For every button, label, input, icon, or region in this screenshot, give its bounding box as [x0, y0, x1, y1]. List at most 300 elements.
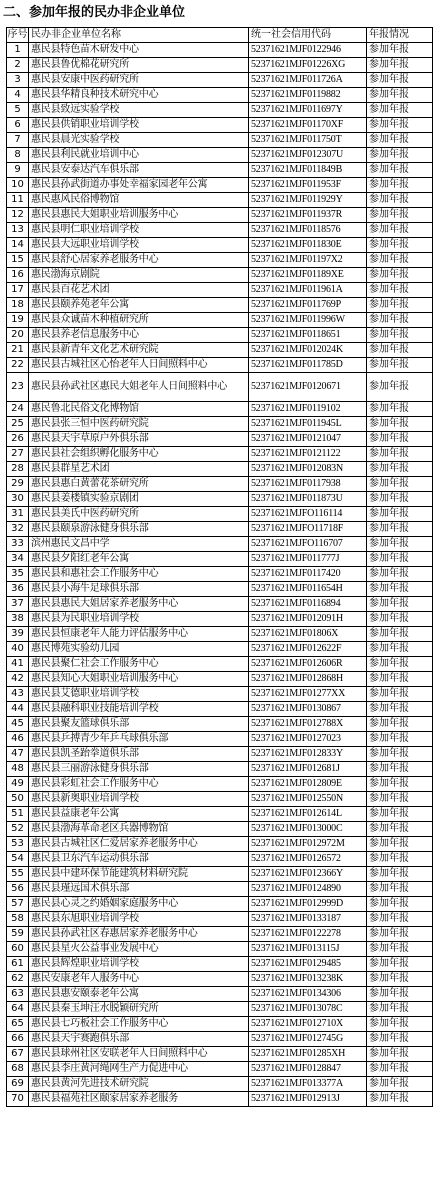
unit-name: 惠民县供销职业培训学校: [29, 118, 249, 133]
unit-name: 惠民县孙武社区春惠居家养老服务中心: [29, 927, 249, 942]
unit-name: 惠民渤海京剧院: [29, 268, 249, 283]
row-number: 57: [7, 897, 29, 912]
credit-code: 52371621MJF0130867: [249, 702, 367, 717]
table-row: [7, 268, 433, 283]
credit-code: 52371621MJF011785D: [249, 358, 367, 373]
credit-code: 52371621MJF01226XG: [249, 58, 367, 73]
table-row: [7, 1077, 433, 1092]
unit-name: 惠民县惠白黄蕾花茶研究所: [29, 477, 249, 492]
unit-name: 惠民县瑾远国术俱乐部: [29, 882, 249, 897]
credit-code: 52371621MJF01277XX: [249, 687, 367, 702]
row-number: 36: [7, 582, 29, 597]
credit-code: 52371621MJF0122278: [249, 927, 367, 942]
report-status: 参加年报: [367, 1092, 433, 1107]
credit-code: 52371621MJF012710X: [249, 1017, 367, 1032]
unit-name: 惠民县孙武社区惠民大姐老年人日间照料中心: [29, 373, 249, 402]
report-status: 参加年报: [367, 732, 433, 747]
credit-code: 52371621MJF011996W: [249, 313, 367, 328]
report-status: 参加年报: [367, 702, 433, 717]
unit-name: 惠民县颐泉游泳健身俱乐部: [29, 522, 249, 537]
unit-name: 惠民县彩虹社会工作服务中心: [29, 777, 249, 792]
credit-code: 52371621MJFO116114: [249, 507, 367, 522]
table-row: [7, 298, 433, 313]
unit-name: 惠民县恒康老年人能力评估服务中心: [29, 627, 249, 642]
row-number: 35: [7, 567, 29, 582]
credit-code: 52371621MJFO11718F: [249, 522, 367, 537]
row-number: 15: [7, 253, 29, 268]
credit-code: 52371621MJF011769P: [249, 298, 367, 313]
report-status: 参加年报: [367, 462, 433, 477]
unit-name: 惠民县星火公益事业发展中心: [29, 942, 249, 957]
unit-name: 惠民县夕阳红老年公寓: [29, 552, 249, 567]
report-status: 参加年报: [367, 612, 433, 627]
credit-code: 52371621MJF013000C: [249, 822, 367, 837]
credit-code: 52371621MJF0124890: [249, 882, 367, 897]
credit-code: 52371621MJF012868H: [249, 672, 367, 687]
unit-name: 惠民惠风民俗博物馆: [29, 193, 249, 208]
report-status: 参加年报: [367, 417, 433, 432]
unit-name: 惠民县群星艺术团: [29, 462, 249, 477]
report-status: 参加年报: [367, 567, 433, 582]
credit-code: 52371621MJF012091H: [249, 612, 367, 627]
credit-code: 52371621MJF011830E: [249, 238, 367, 253]
table-row: [7, 942, 433, 957]
credit-code: 52371621MJF0129485: [249, 957, 367, 972]
report-status: 参加年报: [367, 957, 433, 972]
row-number: 50: [7, 792, 29, 807]
report-status: 参加年报: [367, 73, 433, 88]
table-row: [7, 193, 433, 208]
table-row: [7, 657, 433, 672]
unit-name: 惠民县张三恒中医药研究院: [29, 417, 249, 432]
report-status: 参加年报: [367, 657, 433, 672]
report-status: 参加年报: [367, 343, 433, 358]
credit-code: 52371621MJF012550N: [249, 792, 367, 807]
report-status: 参加年报: [367, 313, 433, 328]
unit-name: 惠民县社会组织孵化服务中心: [29, 447, 249, 462]
table-row: [7, 522, 433, 537]
unit-name: 惠民县惠民大姐居家养老服务中心: [29, 597, 249, 612]
header-unit-name: 民办非企业单位名称: [29, 28, 249, 43]
row-number: 63: [7, 987, 29, 1002]
unit-name: 惠民县惠安颐泰老年公寓: [29, 987, 249, 1002]
row-number: 43: [7, 687, 29, 702]
credit-code: 52371621MJF012745G: [249, 1032, 367, 1047]
table-row: [7, 957, 433, 972]
unit-name: 惠民县惠民大姐职业培训服务中心: [29, 208, 249, 223]
row-number: 3: [7, 73, 29, 88]
table-row: [7, 867, 433, 882]
report-status: 参加年报: [367, 882, 433, 897]
row-number: 69: [7, 1077, 29, 1092]
credit-code: 52371621MJF0134306: [249, 987, 367, 1002]
unit-name: 惠民县晨光实验学校: [29, 133, 249, 148]
report-status: 参加年报: [367, 1017, 433, 1032]
unit-name: 惠民县致远实验学校: [29, 103, 249, 118]
unit-name: 惠民县古城社区仁爱居家养老服务中心: [29, 837, 249, 852]
table-row: [7, 1032, 433, 1047]
report-status: 参加年报: [367, 927, 433, 942]
credit-code: 52371621MJF011937R: [249, 208, 367, 223]
report-status: 参加年报: [367, 807, 433, 822]
report-status: 参加年报: [367, 103, 433, 118]
unit-name: 惠民县益康老年公寓: [29, 807, 249, 822]
credit-code: 52371621MJF0126572: [249, 852, 367, 867]
unit-name: 惠民县卫东汽车运动俱乐部: [29, 852, 249, 867]
unit-name: 惠民县知心大姐职业培训服务中心: [29, 672, 249, 687]
table-row: [7, 792, 433, 807]
report-status: 参加年报: [367, 867, 433, 882]
unit-name: 惠民县秦玉坤汪水脱颖研究所: [29, 1002, 249, 1017]
credit-code: 52371621MJF0121047: [249, 432, 367, 447]
table-row: [7, 1002, 433, 1017]
row-number: 10: [7, 178, 29, 193]
report-status: 参加年报: [367, 582, 433, 597]
table-row: [7, 238, 433, 253]
table-row: [7, 987, 433, 1002]
row-number: 7: [7, 133, 29, 148]
table-row: [7, 58, 433, 73]
unit-name: 惠民鲁北民俗文化博物馆: [29, 402, 249, 417]
credit-code: 52371621MJF0133187: [249, 912, 367, 927]
unit-name: 惠民县球州社区安联老年人日间照料中心: [29, 1047, 249, 1062]
table-row: [7, 373, 433, 402]
table-row: [7, 642, 433, 657]
table-row: [7, 777, 433, 792]
credit-code: 52371621MJF011945L: [249, 417, 367, 432]
unit-name: 惠民县颐养苑老年公寓: [29, 298, 249, 313]
credit-code: 52371621MJF013078C: [249, 1002, 367, 1017]
row-number: 51: [7, 807, 29, 822]
unit-name: 惠民县渤海革命老区兵器博物馆: [29, 822, 249, 837]
row-number: 2: [7, 58, 29, 73]
credit-code: 52371621MJFO116707: [249, 537, 367, 552]
row-number: 65: [7, 1017, 29, 1032]
report-status: 参加年报: [367, 747, 433, 762]
row-number: 5: [7, 103, 29, 118]
table-row: [7, 702, 433, 717]
report-status: 参加年报: [367, 597, 433, 612]
report-status: 参加年报: [367, 208, 433, 223]
table-row: [7, 43, 433, 58]
credit-code: 52371621MJF0119882: [249, 88, 367, 103]
unit-name: 惠民县众诚苗木种植研究所: [29, 313, 249, 328]
unit-name: 惠民县天宇草原户外俱乐部: [29, 432, 249, 447]
row-number: 40: [7, 642, 29, 657]
unit-name: 惠民安康老年人服务中心: [29, 972, 249, 987]
unit-name: 惠民县融科职业技能培训学校: [29, 702, 249, 717]
row-number: 42: [7, 672, 29, 687]
row-number: 61: [7, 957, 29, 972]
table-row: [7, 313, 433, 328]
report-status: 参加年报: [367, 148, 433, 163]
table-row: [7, 283, 433, 298]
credit-code: 52371621MJF012913J: [249, 1092, 367, 1107]
table-row: [7, 73, 433, 88]
row-number: 19: [7, 313, 29, 328]
report-status: 参加年报: [367, 238, 433, 253]
row-number: 16: [7, 268, 29, 283]
credit-code: 52371621MJF01189XE: [249, 268, 367, 283]
report-status: 参加年报: [367, 792, 433, 807]
table-row: [7, 537, 433, 552]
unit-name: 惠民县中建环保节能建筑材料研究院: [29, 867, 249, 882]
report-status: 参加年报: [367, 253, 433, 268]
credit-code: 52371621MJF012024K: [249, 343, 367, 358]
credit-code: 52371621MJF011750T: [249, 133, 367, 148]
unit-name: 惠民县聚友篮球俱乐部: [29, 717, 249, 732]
credit-code: 52371621MJF01170XF: [249, 118, 367, 133]
credit-code: 52371621MJF011697Y: [249, 103, 367, 118]
report-status: 参加年报: [367, 402, 433, 417]
row-number: 9: [7, 163, 29, 178]
report-status: 参加年报: [367, 912, 433, 927]
row-number: 70: [7, 1092, 29, 1107]
table-row: [7, 582, 433, 597]
row-number: 1: [7, 43, 29, 58]
unit-name: 惠民县舒心居家养老服务中心: [29, 253, 249, 268]
header-number: 序号: [7, 28, 29, 43]
row-number: 29: [7, 477, 29, 492]
unit-name: 惠民县为民职业培训学校: [29, 612, 249, 627]
unit-name: 惠民县李庄黄河绳网生产力促进中心: [29, 1062, 249, 1077]
credit-code: 52371621MJF011654H: [249, 582, 367, 597]
row-number: 49: [7, 777, 29, 792]
credit-code: 52371621MJF0122946: [249, 43, 367, 58]
unit-name: 惠民县凯圣跆拳道俱乐部: [29, 747, 249, 762]
report-status: 参加年报: [367, 328, 433, 343]
report-status: 参加年报: [367, 762, 433, 777]
report-status: 参加年报: [367, 942, 433, 957]
table-row: [7, 88, 433, 103]
unit-name: 惠民县美氏中医药研究所: [29, 507, 249, 522]
report-status: 参加年报: [367, 552, 433, 567]
unit-name: 惠民县鲁优棉花研究所: [29, 58, 249, 73]
row-number: 25: [7, 417, 29, 432]
report-status: 参加年报: [367, 492, 433, 507]
table-row: [7, 1092, 433, 1107]
row-number: 28: [7, 462, 29, 477]
table-row: [7, 552, 433, 567]
table-row: [7, 612, 433, 627]
table-row: [7, 927, 433, 942]
row-number: 54: [7, 852, 29, 867]
report-status: 参加年报: [367, 373, 433, 402]
table-row: [7, 882, 433, 897]
table-row: [7, 732, 433, 747]
row-number: 18: [7, 298, 29, 313]
row-number: 37: [7, 597, 29, 612]
row-number: 12: [7, 208, 29, 223]
report-status: 参加年报: [367, 642, 433, 657]
credit-code: 52371621MJF013377A: [249, 1077, 367, 1092]
credit-code: 52371621MJF012972M: [249, 837, 367, 852]
report-status: 参加年报: [367, 687, 433, 702]
table-row: [7, 1062, 433, 1077]
credit-code: 52371621MJF012681J: [249, 762, 367, 777]
credit-code: 52371621MJF012366Y: [249, 867, 367, 882]
row-number: 13: [7, 223, 29, 238]
table-row: [7, 972, 433, 987]
table-row: [7, 762, 433, 777]
report-status: 参加年报: [367, 522, 433, 537]
table-row: [7, 148, 433, 163]
table-row: [7, 717, 433, 732]
table-row: [7, 567, 433, 582]
unit-name: 惠民博苑实验幼儿园: [29, 642, 249, 657]
report-status: 参加年报: [367, 1077, 433, 1092]
unit-name: 惠民县东旭职业培训学校: [29, 912, 249, 927]
report-status: 参加年报: [367, 1062, 433, 1077]
row-number: 27: [7, 447, 29, 462]
credit-code: 52371621MJF012614L: [249, 807, 367, 822]
report-status: 参加年报: [367, 507, 433, 522]
unit-name: 惠民县天宇赛跑俱乐部: [29, 1032, 249, 1047]
table-row: [7, 807, 433, 822]
report-status: 参加年报: [367, 43, 433, 58]
table-row: [7, 672, 433, 687]
unit-name: 惠民县心灵之约婚姻家庭服务中心: [29, 897, 249, 912]
report-status: 参加年报: [367, 283, 433, 298]
table-row: [7, 358, 433, 373]
report-status: 参加年报: [367, 163, 433, 178]
table-row: [7, 627, 433, 642]
table-row: [7, 103, 433, 118]
credit-code: 52371621MJF0120671: [249, 373, 367, 402]
report-status: 参加年报: [367, 88, 433, 103]
table-row: [7, 1017, 433, 1032]
table-row: [7, 208, 433, 223]
table-row: [7, 447, 433, 462]
row-number: 20: [7, 328, 29, 343]
unit-name: 惠民县七巧板社会工作服务中心: [29, 1017, 249, 1032]
table-row: [7, 462, 433, 477]
section-title: 二、参加年报的民办非企业单位: [3, 5, 186, 20]
row-number: 48: [7, 762, 29, 777]
credit-code: 52371621MJF01197X2: [249, 253, 367, 268]
unit-name: 惠民县新奥职业培训学校: [29, 792, 249, 807]
header-credit-code: 统一社会信用代码: [249, 28, 367, 43]
credit-code: 52371621MJF01806X: [249, 627, 367, 642]
credit-code: 52371621MJF013238K: [249, 972, 367, 987]
row-number: 34: [7, 552, 29, 567]
table-row: [7, 912, 433, 927]
table-row: [7, 178, 433, 193]
credit-code: 52371621MJF0127023: [249, 732, 367, 747]
row-number: 52: [7, 822, 29, 837]
credit-code: 52371621MJF012999D: [249, 897, 367, 912]
row-number: 31: [7, 507, 29, 522]
unit-name: 惠民县古城社区心怡老年人日间照料中心: [29, 358, 249, 373]
report-status: 参加年报: [367, 987, 433, 1002]
table-row: [7, 597, 433, 612]
report-status: 参加年报: [367, 777, 433, 792]
report-status: 参加年报: [367, 627, 433, 642]
credit-code: 52371621MJF01285XH: [249, 1047, 367, 1062]
table-row: [7, 822, 433, 837]
row-number: 59: [7, 927, 29, 942]
unit-name: 滨州惠民文昌中学: [29, 537, 249, 552]
credit-code: 52371621MJF011873U: [249, 492, 367, 507]
row-number: 39: [7, 627, 29, 642]
report-status: 参加年报: [367, 447, 433, 462]
report-status: 参加年报: [367, 537, 433, 552]
report-status: 参加年报: [367, 118, 433, 133]
report-status: 参加年报: [367, 822, 433, 837]
row-number: 58: [7, 912, 29, 927]
credit-code: 52371621MJF0117420: [249, 567, 367, 582]
report-status: 参加年报: [367, 837, 433, 852]
credit-code: 52371621MJF012622F: [249, 642, 367, 657]
table-row: [7, 163, 433, 178]
row-number: 47: [7, 747, 29, 762]
table-row: [7, 402, 433, 417]
report-status: 参加年报: [367, 1002, 433, 1017]
row-number: 4: [7, 88, 29, 103]
report-status: 参加年报: [367, 1047, 433, 1062]
credit-code: 52371621MJF0128847: [249, 1062, 367, 1077]
table-row: [7, 1047, 433, 1062]
row-number: 11: [7, 193, 29, 208]
row-number: 38: [7, 612, 29, 627]
credit-code: 52371621MJF011929Y: [249, 193, 367, 208]
unit-name: 惠民县福苑社区颐家居家养老服务: [29, 1092, 249, 1107]
report-status: 参加年报: [367, 672, 433, 687]
table-row: [7, 852, 433, 867]
table-row: [7, 343, 433, 358]
table-row: [7, 507, 433, 522]
report-status: 参加年报: [367, 133, 433, 148]
credit-code: 52371621MJF011777J: [249, 552, 367, 567]
credit-code: 52371621MJF0117938: [249, 477, 367, 492]
credit-code: 52371621MJF011849B: [249, 163, 367, 178]
row-number: 17: [7, 283, 29, 298]
row-number: 45: [7, 717, 29, 732]
row-number: 21: [7, 343, 29, 358]
row-number: 23: [7, 373, 29, 402]
row-number: 41: [7, 657, 29, 672]
report-status: 参加年报: [367, 358, 433, 373]
unit-name: 惠民县利民就业培训中心: [29, 148, 249, 163]
registry-table: [6, 27, 433, 1107]
credit-code: 52371621MJF011961A: [249, 283, 367, 298]
unit-name: 惠民县乒搏青少年乒乓球俱乐部: [29, 732, 249, 747]
credit-code: 52371621MJF011953F: [249, 178, 367, 193]
row-number: 33: [7, 537, 29, 552]
unit-name: 惠民县和惠社会工作服务中心: [29, 567, 249, 582]
row-number: 6: [7, 118, 29, 133]
report-status: 参加年报: [367, 193, 433, 208]
row-number: 68: [7, 1062, 29, 1077]
credit-code: 52371621MJF012083N: [249, 462, 367, 477]
report-status: 参加年报: [367, 58, 433, 73]
report-status: 参加年报: [367, 223, 433, 238]
table-row: [7, 118, 433, 133]
report-status: 参加年报: [367, 852, 433, 867]
row-number: 22: [7, 358, 29, 373]
credit-code: 52371621MJF012833Y: [249, 747, 367, 762]
unit-name: 惠民县明仁职业培训学校: [29, 223, 249, 238]
unit-name: 惠民县百花艺术团: [29, 283, 249, 298]
table-row: [7, 223, 433, 238]
table-row: [7, 477, 433, 492]
row-number: 56: [7, 882, 29, 897]
credit-code: 52371621MJF012606R: [249, 657, 367, 672]
table-row: [7, 492, 433, 507]
row-number: 67: [7, 1047, 29, 1062]
table-row: [7, 253, 433, 268]
credit-code: 52371621MJF012307U: [249, 148, 367, 163]
